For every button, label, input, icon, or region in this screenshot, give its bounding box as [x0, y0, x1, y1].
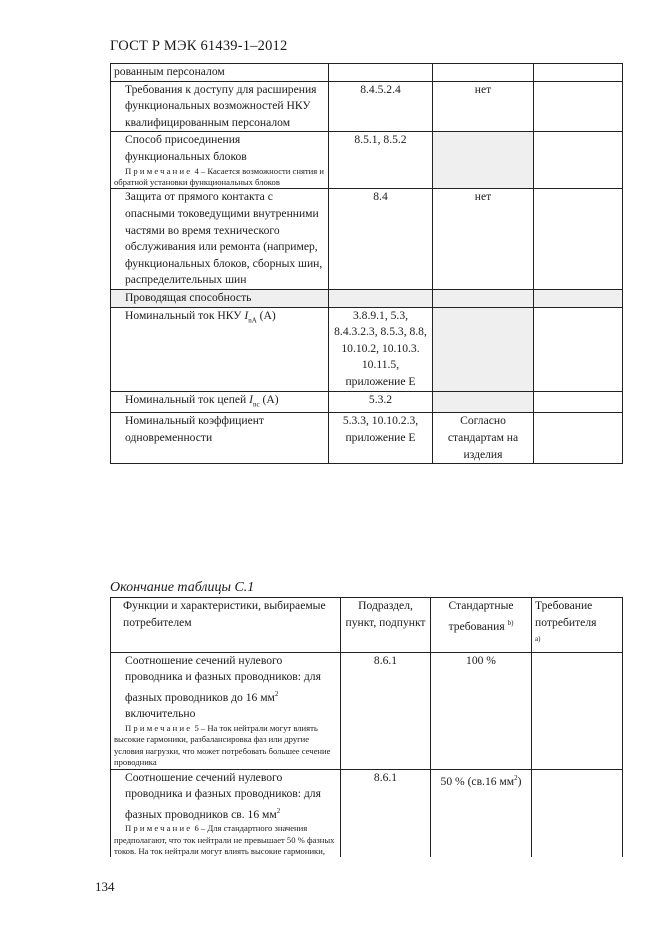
group-title-cell: Проводящая способность: [111, 289, 329, 307]
function-cell: [111, 652, 341, 769]
standard-cell: 100 %: [431, 652, 532, 769]
user-cell: [534, 189, 623, 290]
section-cell: [329, 64, 433, 82]
function-cell: Требования к доступу для расширения функциональных возможностей НКУ квалифицированным персоналом: [111, 81, 329, 132]
function-cell: [111, 391, 329, 413]
header-section: Подраздел, пункт, подпункт: [341, 598, 431, 653]
table-header-row: [111, 598, 623, 653]
note-label: Примечание: [125, 165, 193, 176]
standard-cell: 50 % (св.16 $мм^2$): [431, 769, 532, 857]
standard-cell: Согласно стандартам на изделия: [433, 413, 534, 464]
table-row: [111, 81, 623, 132]
user-cell: [532, 769, 623, 857]
section-cell-shaded: [329, 289, 433, 307]
note-text: 4 – Касается возможности снятия и обратной установки функциональных блоков: [114, 165, 324, 187]
header-user: [532, 598, 623, 653]
function-text: Соотношение сечений нулевого проводника и фазных проводников: для фазных проводников св. 16 $мм^2$: [125, 770, 321, 821]
table-row: [111, 132, 623, 189]
function-text: Способ присоединения функциональных блоков: [125, 133, 247, 163]
variable-symbol: I: [244, 308, 249, 322]
variable-symbol: I: [249, 392, 254, 406]
user-cell-shaded: [534, 289, 623, 307]
note: [114, 823, 337, 857]
requirements-table-continued: [110, 63, 623, 464]
footnote-marker: a): [535, 635, 541, 644]
function-cell: [111, 132, 329, 189]
standard-cell-shaded: [433, 289, 534, 307]
user-cell: [534, 64, 623, 82]
section-cell: 8.6.1: [341, 769, 431, 857]
table-row: [111, 64, 623, 82]
standard-cell: [433, 64, 534, 82]
header-user-text: Требование потребителя: [535, 599, 597, 629]
note: [114, 166, 325, 189]
section-cell: 5.3.2: [329, 391, 433, 413]
table-row: [111, 652, 623, 769]
table-row: [111, 769, 623, 857]
section-cell: 8.5.1, 8.5.2: [329, 132, 433, 189]
standard-cell: нет: [433, 81, 534, 132]
header-standard-text: Стандартные требования: [448, 599, 514, 633]
function-cell: Защита от прямого контакта с опасными токоведущими внутренними частями во время технического обслуживания или ремонта (например, функциональных блоков, сборных шин, распределительных шин: [111, 189, 329, 290]
table-caption: Окончание таблицы С.1: [110, 580, 255, 595]
user-cell: [534, 391, 623, 413]
function-text: Номинальный ток НКУ: [125, 308, 245, 322]
note-label: Примечание: [125, 823, 193, 834]
table-row: [111, 189, 623, 290]
table-row: [111, 391, 623, 413]
section-cell: 8.4: [329, 189, 433, 290]
table-row: [111, 413, 623, 464]
requirements-table-end: [110, 597, 623, 857]
section-cell: 8.4.5.2.4: [329, 81, 433, 132]
page-number: 134: [95, 879, 115, 894]
footnote-marker: b): [507, 618, 514, 627]
note-text: 5 – На ток нейтрали могут влиять высокие гармоники, разбалансировка фаз или другие условия нагрузки, что может потребовать большее сечение проводника: [114, 722, 331, 768]
function-cell: рованным персоналом: [111, 64, 329, 82]
standard-cell-shaded: [433, 307, 534, 391]
header-function: Функции и характеристики, выбираемые потребителем: [111, 598, 341, 653]
function-text: Номинальный ток цепей: [125, 392, 250, 406]
function-unit: (A): [259, 392, 279, 406]
standard-cell-shaded: [433, 132, 534, 189]
variable-subscript: nc: [253, 399, 260, 408]
variable-subscript: nA: [248, 315, 257, 324]
function-unit: (A): [256, 308, 276, 322]
standard-cell-shaded: [433, 391, 534, 413]
user-cell: [534, 81, 623, 132]
section-cell: 3.8.9.1, 5.3, 8.4.3.2.3, 8.5.3, 8.8, 10.10.2, 10.10.3. 10.11.5, приложение E: [329, 307, 433, 391]
note-label: Примечание: [125, 722, 193, 733]
function-cell: Номинальный коэффициент одновременности: [111, 413, 329, 464]
standard-cell: нет: [433, 189, 534, 290]
user-cell: [534, 413, 623, 464]
note: [114, 723, 337, 769]
table-row-group-header: [111, 289, 623, 307]
section-cell: 8.6.1: [341, 652, 431, 769]
user-cell: [534, 132, 623, 189]
document-header: ГОСТ Р МЭК 61439-1–2012: [110, 38, 288, 54]
function-text: Соотношение сечений нулевого проводника и фазных проводников: для фазных проводников до 16 $мм^2$ включительно: [125, 653, 321, 721]
function-cell: [111, 769, 341, 857]
user-cell: [534, 307, 623, 391]
section-cell: 5.3.3, 10.10.2.3, приложение E: [329, 413, 433, 464]
function-cell: [111, 307, 329, 391]
note-text: 6 – Для стандартного значения предполагают, что ток нейтрали не превышает 50 % фазных токов. На ток нейтрали могут влиять высокие гармоники,: [114, 823, 335, 856]
user-cell: [532, 652, 623, 769]
table-row: [111, 307, 623, 391]
header-standard: [431, 598, 532, 653]
